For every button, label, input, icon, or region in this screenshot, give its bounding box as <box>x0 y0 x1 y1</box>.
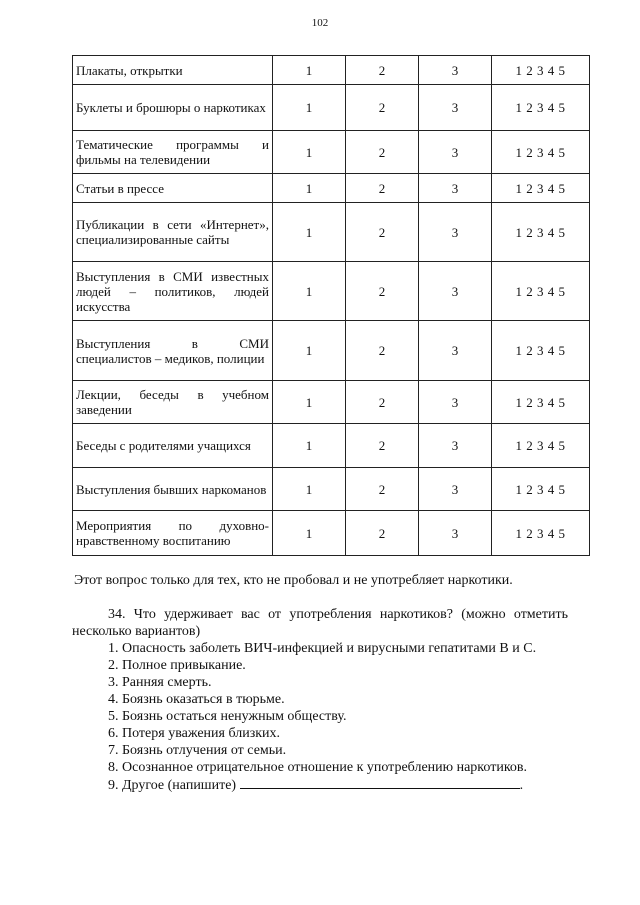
option-1[interactable]: 1 <box>273 131 346 174</box>
table-row <box>73 424 590 468</box>
other-option-label[interactable]: 9. Другое (напишите) <box>108 778 237 793</box>
option-3[interactable]: 3 <box>419 321 492 381</box>
question-34 <box>72 606 568 794</box>
other-option-end: . <box>519 778 524 793</box>
row-label: Выступления в СМИ известных людей – политиков, людей искусства <box>73 262 273 321</box>
option-2[interactable]: 2 <box>346 468 419 511</box>
row-label: Плакаты, открытки <box>73 56 273 85</box>
option-3[interactable]: 3 <box>419 381 492 424</box>
option-1[interactable]: 1 <box>273 424 346 468</box>
answer-option-other <box>72 776 568 794</box>
option-3[interactable]: 3 <box>419 131 492 174</box>
option-3[interactable]: 3 <box>419 468 492 511</box>
option-2[interactable]: 2 <box>346 321 419 381</box>
option-1[interactable]: 1 <box>273 321 346 381</box>
option-1[interactable]: 1 <box>273 262 346 321</box>
option-2[interactable]: 2 <box>346 262 419 321</box>
table-row <box>73 381 590 424</box>
filter-note: Этот вопрос только для тех, кто не пробовал и не употребляет наркотики. <box>74 573 513 588</box>
rating-scale[interactable]: 1 2 3 4 5 <box>492 262 590 321</box>
rating-scale[interactable]: 1 2 3 4 5 <box>492 511 590 556</box>
rating-scale[interactable]: 1 2 3 4 5 <box>492 131 590 174</box>
row-label: Буклеты и брошюры о наркотиках <box>73 85 273 131</box>
table-row <box>73 56 590 85</box>
option-1[interactable]: 1 <box>273 85 346 131</box>
table-row <box>73 131 590 174</box>
option-2[interactable]: 2 <box>346 85 419 131</box>
option-2[interactable]: 2 <box>346 131 419 174</box>
option-3[interactable]: 3 <box>419 85 492 131</box>
option-2[interactable]: 2 <box>346 424 419 468</box>
rating-scale[interactable]: 1 2 3 4 5 <box>492 174 590 203</box>
row-label: Статьи в прессе <box>73 174 273 203</box>
option-3[interactable]: 3 <box>419 203 492 262</box>
answer-option[interactable]: 7. Боязнь отлучения от семьи. <box>108 743 287 758</box>
table-row <box>73 468 590 511</box>
table-row <box>73 511 590 556</box>
rating-scale[interactable]: 1 2 3 4 5 <box>492 85 590 131</box>
option-3[interactable]: 3 <box>419 174 492 203</box>
option-3[interactable]: 3 <box>419 424 492 468</box>
rating-scale[interactable]: 1 2 3 4 5 <box>492 381 590 424</box>
survey-table <box>72 55 590 556</box>
option-1[interactable]: 1 <box>273 468 346 511</box>
rating-scale[interactable]: 1 2 3 4 5 <box>492 321 590 381</box>
row-label: Выступления бывших наркоманов <box>73 468 273 511</box>
row-label: Выступления в СМИ специалистов – медиков, полиции <box>73 321 273 381</box>
answer-option[interactable]: 4. Боязнь оказаться в тюрьме. <box>108 692 285 707</box>
option-2[interactable]: 2 <box>346 381 419 424</box>
option-2[interactable]: 2 <box>346 174 419 203</box>
page-number: 102 <box>311 17 329 29</box>
option-1[interactable]: 1 <box>273 511 346 556</box>
row-label: Беседы с родителями учащихся <box>73 424 273 468</box>
option-3[interactable]: 3 <box>419 262 492 321</box>
rating-scale[interactable]: 1 2 3 4 5 <box>492 424 590 468</box>
table-row <box>73 174 590 203</box>
table-row <box>73 262 590 321</box>
option-1[interactable]: 1 <box>273 203 346 262</box>
row-label: Лекции, беседы в учебном заведении <box>73 381 273 424</box>
answer-option[interactable]: 3. Ранняя смерть. <box>108 675 212 690</box>
table-row <box>73 85 590 131</box>
row-label: Публикации в сети «Интернет», специализированные сайты <box>73 203 273 262</box>
option-1[interactable]: 1 <box>273 381 346 424</box>
option-3[interactable]: 3 <box>419 511 492 556</box>
rating-scale[interactable]: 1 2 3 4 5 <box>492 56 590 85</box>
table-row <box>73 321 590 381</box>
rating-scale[interactable]: 1 2 3 4 5 <box>492 468 590 511</box>
option-2[interactable]: 2 <box>346 511 419 556</box>
row-label: Тематические программы и фильмы на телевидении <box>73 131 273 174</box>
option-2[interactable]: 2 <box>346 203 419 262</box>
rating-scale[interactable]: 1 2 3 4 5 <box>492 203 590 262</box>
row-label: Мероприятия по духовно-нравственному воспитанию <box>73 511 273 556</box>
answer-option[interactable]: 2. Полное привыкание. <box>108 658 246 673</box>
other-answer-line[interactable] <box>240 776 520 789</box>
answer-option[interactable]: 1. Опасность заболеть ВИЧ-инфекцией и вирусными гепатитами В и С. <box>108 641 537 656</box>
question-title: 34. Что удерживает вас от употребления наркотиков? (можно отметить несколько вариантов) <box>72 607 568 639</box>
option-2[interactable]: 2 <box>346 56 419 85</box>
table-row <box>73 203 590 262</box>
answer-option[interactable]: 8. Осознанное отрицательное отношение к употреблению наркотиков. <box>108 760 528 775</box>
option-1[interactable]: 1 <box>273 56 346 85</box>
answer-option[interactable]: 6. Потеря уважения близких. <box>108 726 281 741</box>
answer-option[interactable]: 5. Боязнь остаться ненужным обществу. <box>108 709 347 724</box>
option-1[interactable]: 1 <box>273 174 346 203</box>
option-3[interactable]: 3 <box>419 56 492 85</box>
